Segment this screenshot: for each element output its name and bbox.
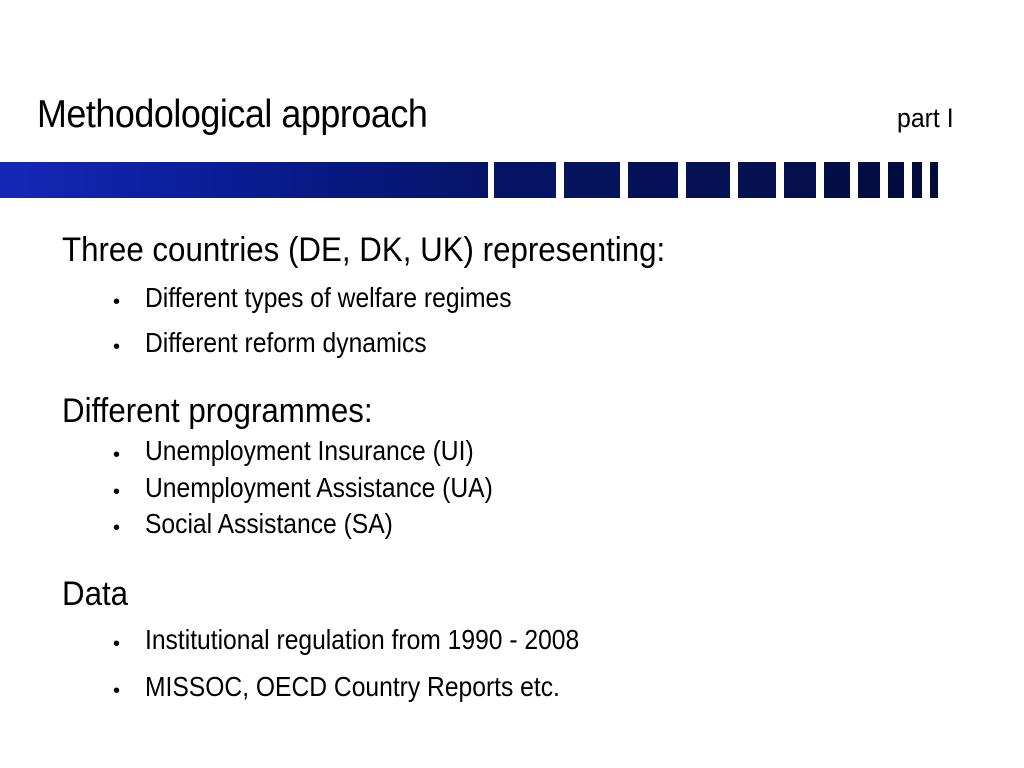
section-heading: Data <box>62 575 129 613</box>
section-heading: Different programmes: <box>62 392 373 430</box>
bullet-marker: • <box>113 444 121 466</box>
list-item-text: Different types of welfare regimes <box>145 282 512 313</box>
header-bar-block <box>858 162 880 198</box>
bullet-marker: • <box>113 481 121 503</box>
header-bar-block <box>564 162 620 198</box>
header-bar-block <box>494 162 556 198</box>
bullet-marker: • <box>113 517 121 539</box>
bullet-marker: • <box>113 336 121 358</box>
header-bar-block <box>824 162 850 198</box>
section-heading: Three countries (DE, DK, UK) representing: <box>62 231 666 269</box>
bullet-marker: • <box>113 291 121 313</box>
header-decorative-bar <box>0 162 1024 198</box>
header-bar-block <box>888 162 904 198</box>
header-bar-block <box>930 162 938 198</box>
list-item-text: Unemployment Assistance (UA) <box>145 472 493 503</box>
list-item-text: Different reform dynamics <box>145 327 427 358</box>
list-item-text: MISSOC, OECD Country Reports etc. <box>145 671 560 702</box>
header-bar-gradient <box>0 162 488 198</box>
list-item-text: Institutional regulation from 1990 - 2008 <box>145 624 580 655</box>
slide-subtitle: part I <box>897 103 954 133</box>
header-bar-block <box>912 162 922 198</box>
bullet-marker: • <box>113 680 121 702</box>
list-item-text: Unemployment Insurance (UI) <box>145 435 474 466</box>
header-bar-block <box>628 162 678 198</box>
bullet-marker: • <box>113 633 121 655</box>
header-bar-block <box>686 162 730 198</box>
slide-title: Methodological approach <box>37 93 428 136</box>
list-item-text: Social Assistance (SA) <box>145 508 393 539</box>
header-bar-block <box>784 162 816 198</box>
header-bar-block <box>738 162 776 198</box>
